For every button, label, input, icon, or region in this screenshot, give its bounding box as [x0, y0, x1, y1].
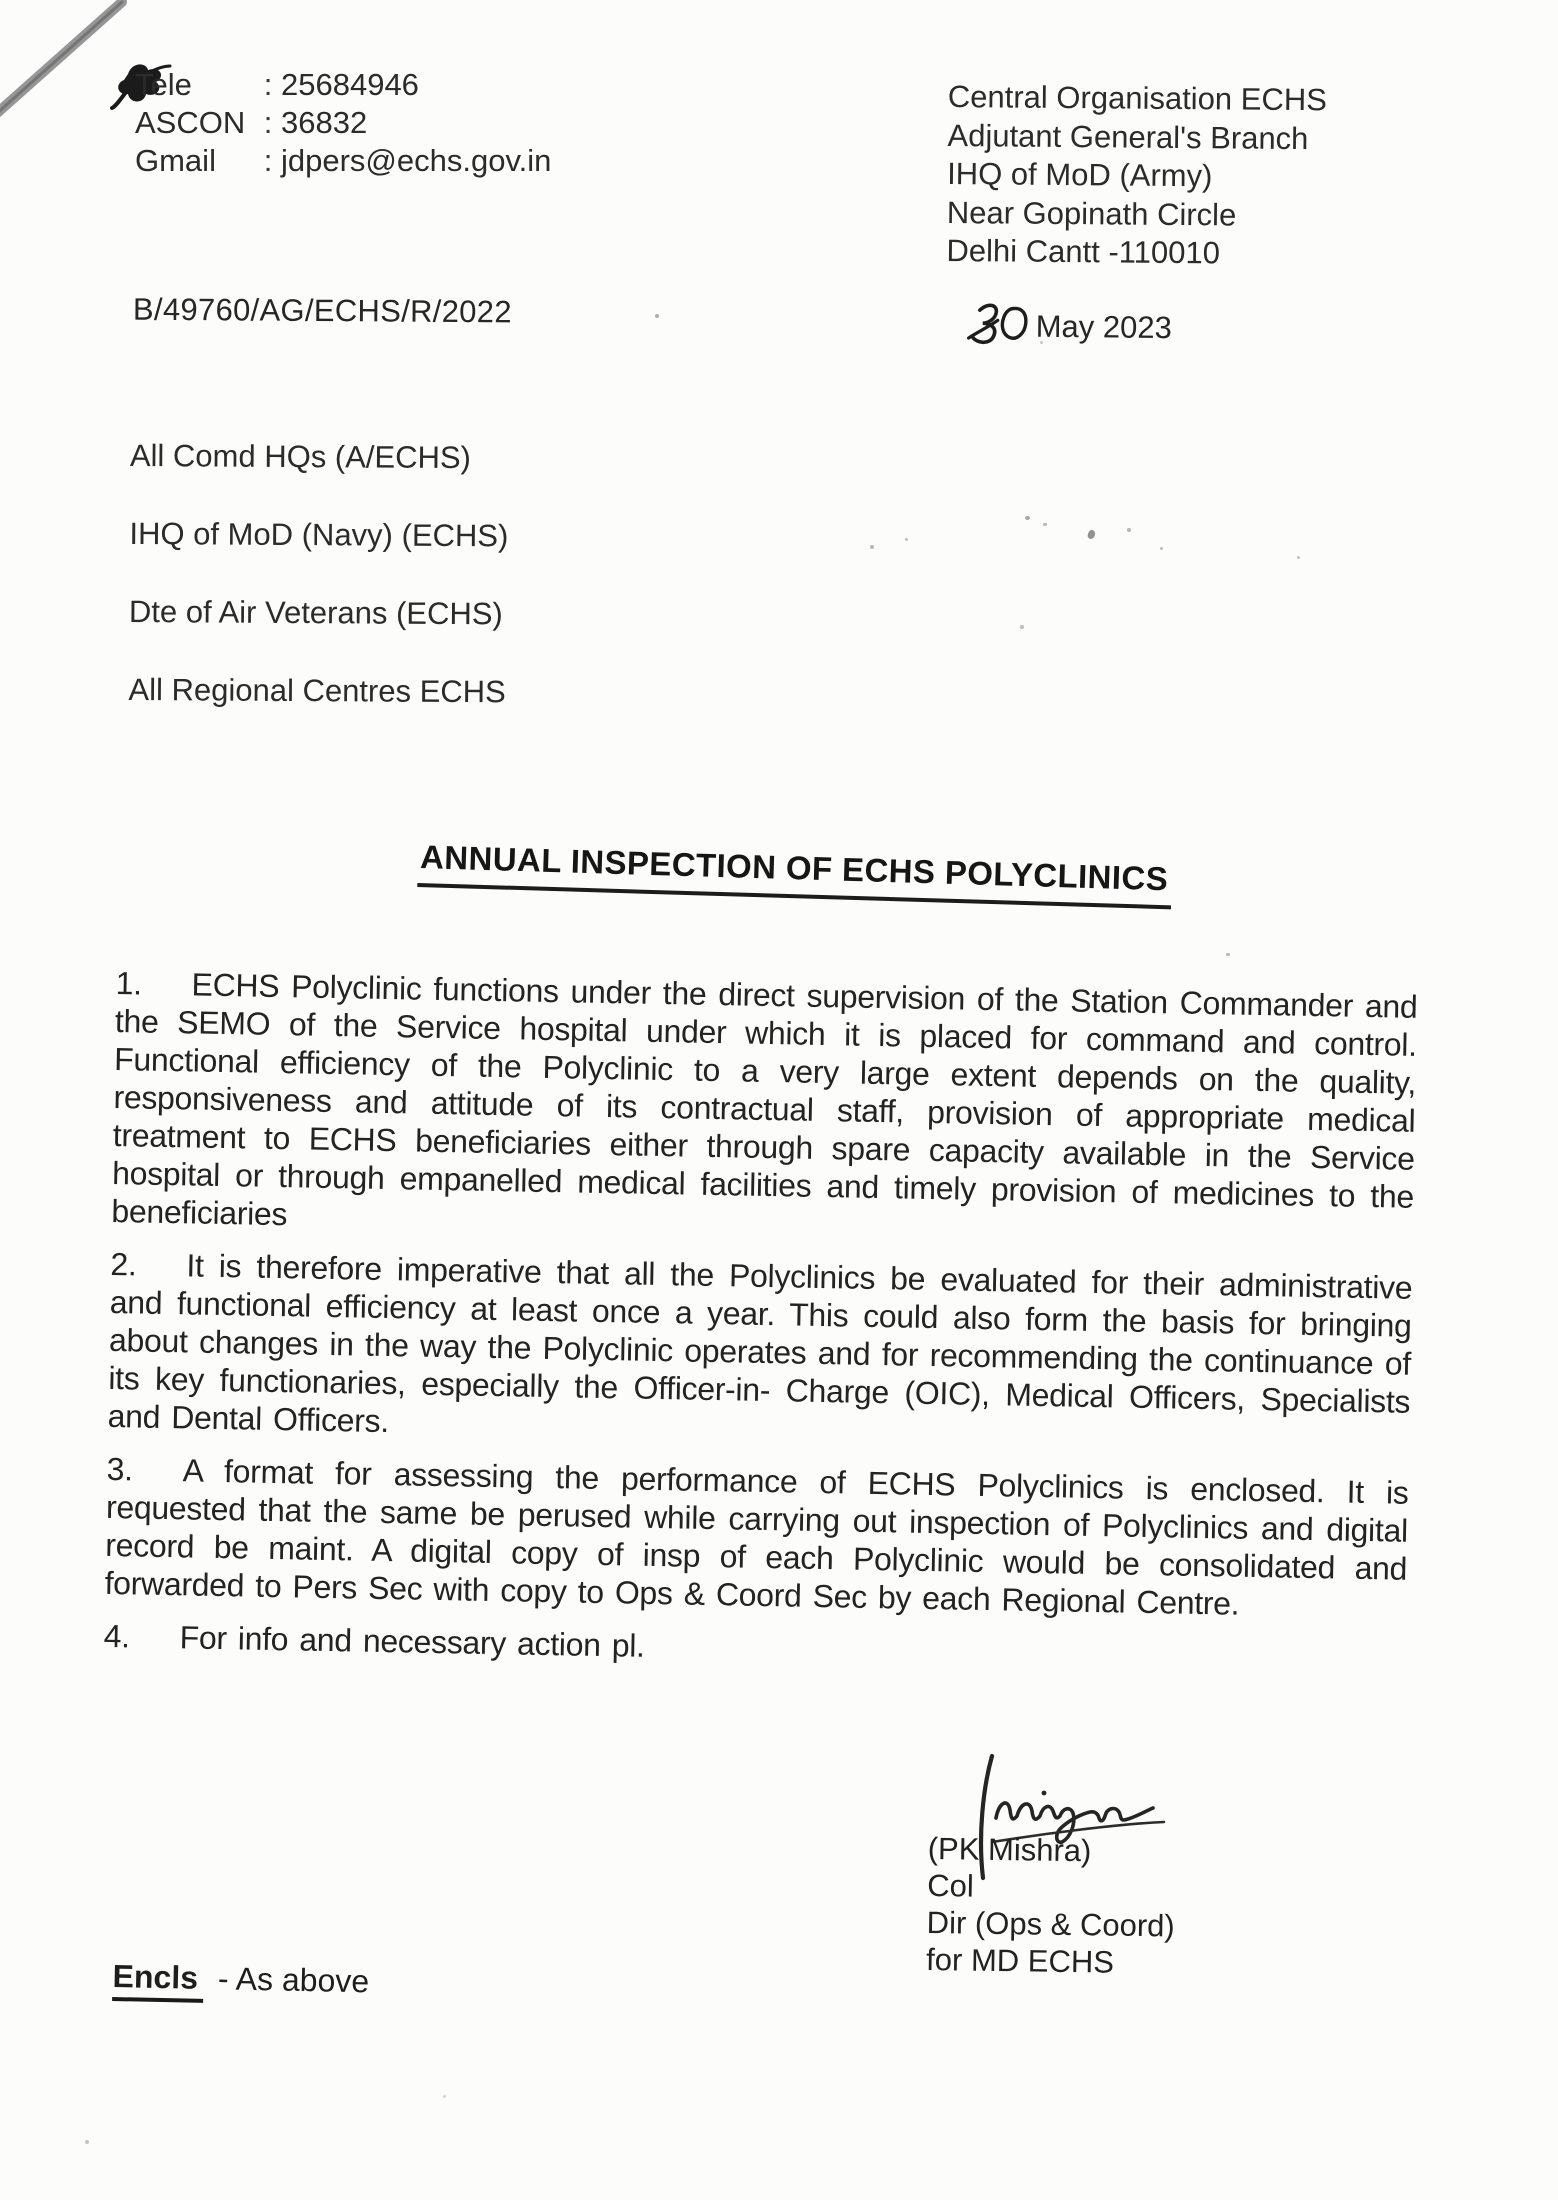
scan-speck: [1226, 953, 1230, 956]
org-line: Near Gopinath Circle: [946, 194, 1237, 233]
contact-colon: :: [263, 105, 273, 140]
paragraph-text: ECHS Polyclinic functions under the direct supervision of the Station Commander and the SEMO of the Service hospital under which it is placed for command and control. Functional efficiency of the Polyclinic to a very large extent depends on the quality, responsiveness and attitude of its contractual staff, provision of appropriate medical treatment to ECHS beneficiaries either through spare capacity available in the Service hospital or through empanelled medical facilities and timely provision of medicines to the beneficiaries: [111, 966, 1418, 1233]
scan-speck: [870, 545, 874, 549]
contact-label: Tele: [135, 67, 192, 102]
contact-colon: :: [263, 143, 273, 178]
letterhead-contact-block: [135, 66, 551, 180]
scan-speck: [1127, 528, 1131, 532]
paragraph-text: It is therefore imperative that all the Polyclinics be evaluated for their administrative and functional efficiency at least once a year. This could also form the basis for bringing about changes in the way the Polyclinic operates and for recommending the continuance of its key functionaries, especially the Officer-in- Charge (OIC), Medical Officers, Specialists and Dental Officers.: [107, 1247, 1413, 1440]
scan-speck: [1020, 625, 1024, 629]
signatory-rank: Col: [926, 1867, 974, 1904]
signatory-for-line: for MD ECHS: [925, 1941, 1115, 1980]
scan-speck: [905, 538, 908, 541]
addressee-list: [128, 438, 509, 752]
scan-speck: [1040, 341, 1043, 344]
letter-title: ANNUAL INSPECTION OF ECHS POLYCLINICS: [417, 838, 1172, 909]
contact-label: ASCON: [135, 105, 246, 140]
addressee: All Regional Centres ECHS: [128, 671, 506, 710]
contact-label: Gmail: [135, 143, 216, 178]
paragraph-number: 2.: [110, 1245, 137, 1283]
scan-speck: [443, 2095, 446, 2098]
scan-speck: [1025, 516, 1030, 520]
org-line: Central Organisation ECHS: [947, 78, 1328, 118]
paragraph-3: [104, 1450, 1409, 1626]
paragraph-number: 4.: [103, 1617, 131, 1655]
scan-speck: [1160, 547, 1163, 550]
paragraph-text: For info and necessary action pl.: [179, 1619, 646, 1664]
signature-block: [926, 1830, 1176, 1981]
contact-value: 36832: [281, 105, 368, 140]
signatory-name: (PK Mishra): [927, 1830, 1092, 1869]
addressee: Dte of Air Veterans (ECHS): [128, 593, 503, 632]
scan-speck: [1086, 529, 1096, 540]
letterhead-address-block: [946, 78, 1327, 274]
letter-body: [103, 964, 1418, 1694]
contact-colon: :: [263, 67, 273, 102]
paragraph-text: A format for assessing the performance of ECHS Polyclinics is enclosed. It is requested that the same be perused while carrying out inspection of Polyclinics and digital record be maint. A digital copy of insp of each Polyclinic would be consolidated and forwarded to Pers Sec with copy to Ops & Coord Sec by each Regional Centre.: [104, 1452, 1409, 1622]
contact-row-ascon: [135, 104, 551, 142]
paragraph-1: [111, 964, 1418, 1254]
contact-value: jdpers@echs.gov.in: [281, 143, 552, 178]
reference-number: B/49760/AG/ECHS/R/2022: [132, 291, 512, 330]
scan-speck: [1297, 556, 1300, 559]
scan-speck: [85, 2140, 89, 2144]
scan-speck: [655, 314, 659, 318]
signatory-designation: Dir (Ops & Coord): [926, 1904, 1175, 1944]
org-line: Delhi Cantt -110010: [946, 232, 1221, 271]
paragraph-4: [103, 1617, 1405, 1679]
paragraph-2: [107, 1245, 1412, 1459]
paragraph-number: 1.: [115, 964, 143, 1002]
paragraph-number: 3.: [106, 1450, 134, 1488]
enclosure-label: Encls: [112, 1958, 204, 2003]
contact-row-gmail: [135, 142, 551, 180]
handwritten-day-30: [965, 298, 1032, 351]
date-text: May 2023: [1035, 308, 1173, 346]
contact-value: 25684946: [281, 67, 419, 102]
scan-speck: [1043, 523, 1047, 526]
contact-row-tele: [135, 66, 551, 104]
enclosure-text: - As above: [217, 1960, 370, 2000]
addressee: All Comd HQs (A/ECHS): [129, 438, 472, 476]
enclosure-line: [112, 1958, 369, 2000]
org-line: IHQ of MoD (Army): [947, 155, 1213, 194]
addressee: IHQ of MoD (Navy) (ECHS): [129, 515, 509, 554]
org-line: Adjutant General's Branch: [947, 117, 1309, 156]
